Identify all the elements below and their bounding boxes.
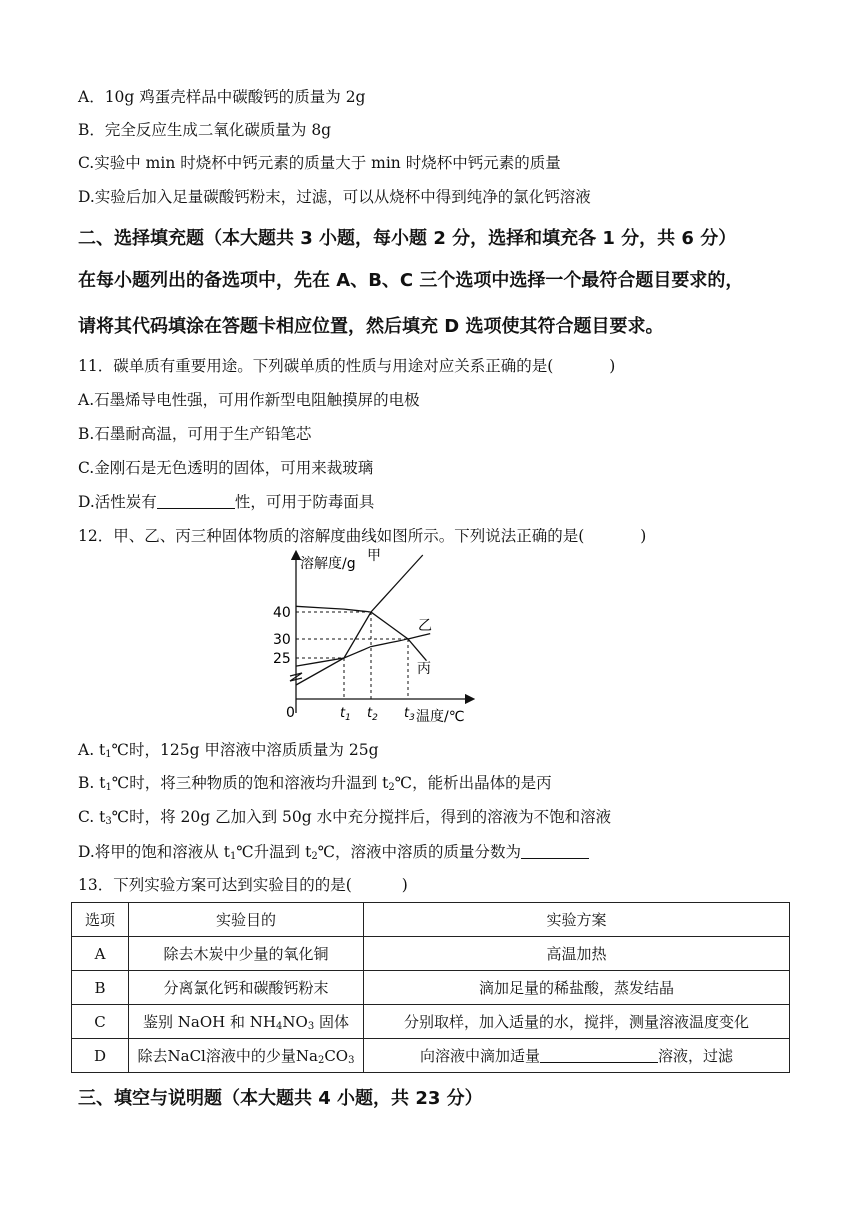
- goal-sub2: 3: [307, 1021, 315, 1032]
- table-row: [72, 937, 790, 971]
- series-curve-yi: [296, 634, 430, 667]
- table-cell-plan: 分别取样，加入适量的水，搅拌，测量溶液温度变化: [364, 1005, 790, 1039]
- table-row: [72, 1005, 790, 1039]
- axis-break: [290, 673, 302, 681]
- q12-option-a: [78, 739, 379, 766]
- table-row: [72, 971, 790, 1005]
- q12-stem: [78, 525, 646, 547]
- table-cell-goal: [129, 1005, 364, 1039]
- goal-pre: 鉴别 NaOH 和 NH: [143, 1013, 276, 1031]
- table-cell-option: B: [72, 971, 129, 1005]
- q11-stem: [78, 355, 615, 377]
- q10-option-a: A．10g 鸡蛋壳样品中碳酸钙的质量为 2g: [78, 88, 366, 106]
- section2-instruction-1: 在每小题列出的备选项中，先在 A、B、C 三个选项中选择一个最符合题目要求的，: [78, 270, 744, 291]
- y-axis-label: 溶解度/g: [300, 556, 356, 572]
- q12-option-d-sub1: 1: [229, 851, 237, 862]
- q12-option-b-post: ℃，能析出晶体的是丙: [394, 774, 552, 792]
- q13-stem: [78, 874, 408, 896]
- q12-option-b-sub1: 1: [105, 782, 112, 793]
- table-cell-plan: 高温加热: [364, 937, 790, 971]
- q11-option-b: B.石墨耐高温，可用于生产铅笔芯: [78, 425, 312, 443]
- q12-option-a-pre: A. t: [78, 741, 106, 759]
- section2-instruction-2: 请将其代码填涂在答题卡相应位置，然后填充 D 选项使其符合题目要求。: [78, 316, 664, 337]
- q12-option-b-mid: ℃时，将三种物质的饱和溶液均升温到 t: [111, 774, 389, 792]
- q10-option-b: B．完全反应生成二氧化碳质量为 8g: [78, 121, 332, 139]
- q10-option-c: C.实验中 min 时烧杯中钙元素的质量大于 min 时烧杯中钙元素的质量: [78, 154, 561, 172]
- table-cell-goal: [129, 1039, 364, 1073]
- q11-stem-text: 11．碳单质有重要用途。下列碳单质的性质与用途对应关系正确的是(: [78, 357, 554, 375]
- q12-option-d-post: ℃，溶液中溶质的质量分数为: [317, 843, 522, 861]
- series-label-yi: 乙: [418, 618, 432, 634]
- table-row: [72, 1039, 790, 1073]
- q11-option-a: A.石墨烯导电性强，可用作新型电阻触摸屏的电极: [78, 391, 420, 409]
- q13-stem-close: ): [401, 876, 408, 894]
- goal-sub1: 2: [317, 1055, 325, 1066]
- q12-option-c: [78, 806, 611, 833]
- origin-label: 0: [286, 705, 295, 721]
- q12-option-d-sub2: 2: [311, 851, 318, 862]
- section2-heading: 二、选择填充题（本大题共 3 小题，每小题 2 分，选择和填充各 1 分，共 6 分）: [78, 228, 737, 249]
- q11-option-d-pre: D.活性炭有: [78, 493, 157, 511]
- x-tick-label: $t_2$: [367, 706, 378, 723]
- y-tick-label: 25: [273, 651, 291, 667]
- series-curve-jia: [296, 555, 423, 685]
- goal-mid: NO: [282, 1013, 308, 1031]
- series-curve-bing: [296, 606, 427, 660]
- plan-post: 溶液，过滤: [658, 1047, 734, 1065]
- series-label-jia: 甲: [367, 548, 381, 564]
- q12-fill-blank: [521, 842, 589, 859]
- table-cell-option: A: [72, 937, 129, 971]
- x-tick-label: $t_3$: [404, 706, 415, 723]
- solubility-chart: [270, 545, 490, 730]
- y-tick-label: 30: [273, 632, 291, 648]
- q12-stem-text: 12．甲、乙、丙三种固体物质的溶解度曲线如图所示。下列说法正确的是(: [78, 527, 585, 545]
- q12-option-d-mid: ℃升温到 t: [236, 843, 312, 861]
- table-header-cell: 实验目的: [129, 903, 364, 937]
- goal-sub1: 4: [276, 1021, 283, 1032]
- y-tick-label: 40: [273, 605, 291, 621]
- q13-stem-text: 13．下列实验方案可达到实验目的的是(: [78, 876, 352, 894]
- x-axis-label: 温度/℃: [416, 709, 465, 725]
- table-cell-option: D: [72, 1039, 129, 1073]
- q11-fill-blank: [157, 492, 235, 509]
- table-cell-goal: 分离氯化钙和碳酸钙粉末: [129, 971, 364, 1005]
- q12-option-c-sub: 3: [105, 816, 112, 827]
- goal-sub2: 3: [348, 1055, 355, 1066]
- q12-stem-close: ): [640, 527, 647, 545]
- table-cell-plan: [364, 1039, 790, 1073]
- q12-option-a-sub: 1: [105, 749, 112, 760]
- goal-post: 固体: [314, 1013, 349, 1031]
- table-cell-option: C: [72, 1005, 129, 1039]
- q11-stem-close: ): [609, 357, 616, 375]
- goal-mid: CO: [324, 1047, 349, 1065]
- q13-fill-blank: [540, 1046, 658, 1063]
- table-cell-goal: 除去木炭中少量的氧化铜: [129, 937, 364, 971]
- x-tick-label: $t_1$: [340, 706, 351, 723]
- q12-option-b-pre: B. t: [78, 774, 106, 792]
- q12-option-c-post: ℃时，将 20g 乙加入到 50g 水中充分搅拌后，得到的溶液为不饱和溶液: [111, 808, 612, 826]
- q12-option-b-sub2: 2: [388, 782, 395, 793]
- q10-option-d: D.实验后加入足量碳酸钙粉末，过滤，可以从烧杯中得到纯净的氯化钙溶液: [78, 188, 591, 206]
- q11-option-d-post: 性，可用于防毒面具: [234, 493, 375, 511]
- table-header-row: [72, 903, 790, 937]
- q12-option-b: [78, 772, 552, 799]
- goal-pre: 除去NaCl溶液中的少量Na: [137, 1047, 318, 1065]
- series-label-bing: 丙: [417, 661, 431, 677]
- table-cell-plan: 滴加足量的稀盐酸，蒸发结晶: [364, 971, 790, 1005]
- q11-option-d: [78, 491, 374, 513]
- experiment-table: [71, 902, 790, 1073]
- q12-option-d: [78, 841, 589, 868]
- table-header-cell: 选项: [72, 903, 129, 937]
- q12-option-c-pre: C. t: [78, 808, 106, 826]
- q11-option-c: C.金刚石是无色透明的固体，可用来裁玻璃: [78, 459, 374, 477]
- plan-pre: 向溶液中滴加适量: [419, 1047, 540, 1065]
- table-header-cell: 实验方案: [364, 903, 790, 937]
- q12-option-a-post: ℃时，125g 甲溶液中溶质质量为 25g: [111, 741, 379, 759]
- section3-heading: 三、填空与说明题（本大题共 4 小题，共 23 分）: [78, 1088, 483, 1109]
- q12-option-d-pre: D.将甲的饱和溶液从 t: [78, 843, 230, 861]
